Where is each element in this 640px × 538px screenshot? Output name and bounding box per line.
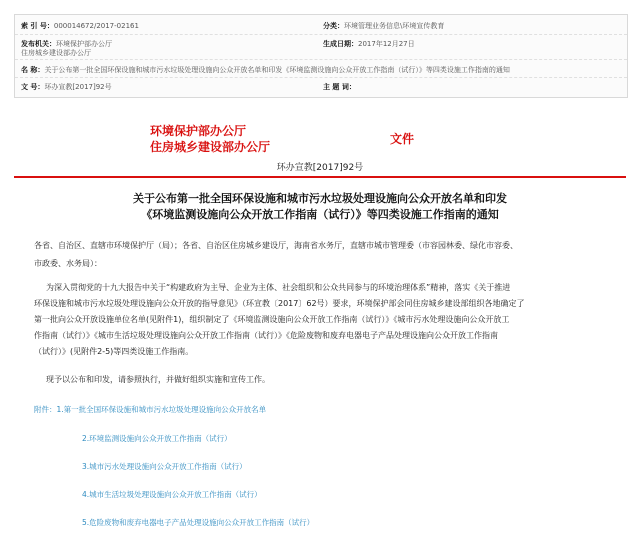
attachments — [34, 404, 594, 415]
index-label: 索 引 号： — [21, 22, 54, 30]
keywords-label: 主 题 词： — [323, 83, 356, 91]
date-value: 2017年12月27日 — [358, 40, 415, 48]
metadata-table — [14, 14, 628, 98]
issuer-org-1: 环境保护部办公厅 — [150, 124, 247, 138]
name-value: 关于公布第一批全国环保设施和城市污水垃圾处理设施向公众开放名单和印发《环境监测设施向公众开放工作指南（试行）》等四类设施工作指南的通知 — [44, 66, 510, 74]
document-wen: 文件 — [390, 132, 415, 146]
salutation-line-2: 市政委、水务局）： — [34, 259, 102, 268]
issuer-org-2: 住房城乡建设部办公厅 — [150, 140, 271, 154]
docnum-label: 文 号： — [21, 83, 45, 91]
name-label: 名 称： — [21, 66, 45, 74]
attachment-link-1[interactable]: 1.第一批全国环保设施和城市污水垃圾处理设施向公众开放名单 — [56, 405, 267, 414]
date-label: 生成日期： — [323, 40, 358, 48]
document-number: 环办宣教[2017]92号 — [276, 163, 364, 173]
meta-row-issuer-2 — [21, 48, 621, 58]
docnum-value: 环办宣教[2017]92号 — [44, 83, 112, 91]
meta-row-docnum — [21, 82, 621, 92]
salutation-line-1: 各省、自治区、直辖市环境保护厅（局）；各省、自治区住房城乡建设厅，海南省水务厅，直辖市城市管理委（市容园林委、绿化市容委、 — [34, 241, 518, 250]
red-divider — [14, 176, 626, 178]
issuer-value-1: 环境保护部办公厅 — [56, 40, 112, 48]
body-paragraph-2: 现予以公布和印发，请参照执行，并做好组织实施和宣传工作。 — [46, 375, 270, 384]
meta-row-index — [21, 21, 621, 31]
body-line-2: 环保设施和城市污水垃圾处理设施向公众开放的指导意见》（环宣教〔2017〕62号）要求，环境保护部会同住房城乡建设部组织各地确定了 — [34, 299, 525, 308]
attachment-link-5[interactable]: 5.危险废物和废弃电器电子产品处理设施向公众开放工作指南（试行） — [82, 518, 315, 527]
category-value: 环境管理业务信息\环境宣传教育 — [344, 22, 445, 30]
title-line-2: 《环境监测设施向公众开放工作指南（试行）》等四类设施工作指南的通知 — [141, 208, 499, 221]
attachments-label: 附件： — [34, 405, 57, 414]
title-line-1: 关于公布第一批全国环保设施和城市污水垃圾处理设施向公众开放名单和印发 — [133, 192, 507, 205]
attachment-link-2[interactable]: 2.环境监测设施向公众开放工作指南（试行） — [82, 434, 232, 443]
issuer-value-2: 住房城乡建设部办公厅 — [21, 49, 91, 57]
body-line-1: 为深入贯彻党的十九大报告中关于“构建政府为主导、企业为主体、社会组织和公众共同参与的环境治理体系”精神，落实《关于推进 — [46, 283, 511, 292]
attachment-link-3[interactable]: 3.城市污水处理设施向公众开放工作指南（试行） — [82, 462, 247, 471]
category-label: 分类： — [323, 22, 344, 30]
index-value: 000014672/2017-02161 — [53, 22, 139, 30]
issuer-label: 发布机关： — [21, 40, 56, 48]
body-line-4: 作指南（试行）》《城市生活垃圾处理设施向公众开放工作指南（试行）》《危险废物和废弃电器电子产品处理设施向公众开放工作指南 — [34, 331, 498, 340]
body-line-3: 第一批向公众开放设施单位名单(见附件1)，组织制定了《环境监测设施向公众开放工作指南（试行）》《城市污水处理设施向公众开放工 — [34, 315, 510, 324]
attachment-link-4[interactable]: 4.城市生活垃圾处理设施向公众开放工作指南（试行） — [82, 490, 262, 499]
meta-row-name — [21, 65, 621, 75]
body-line-5: （试行）》(见附件2-5)等四类设施工作指南。 — [34, 347, 194, 356]
